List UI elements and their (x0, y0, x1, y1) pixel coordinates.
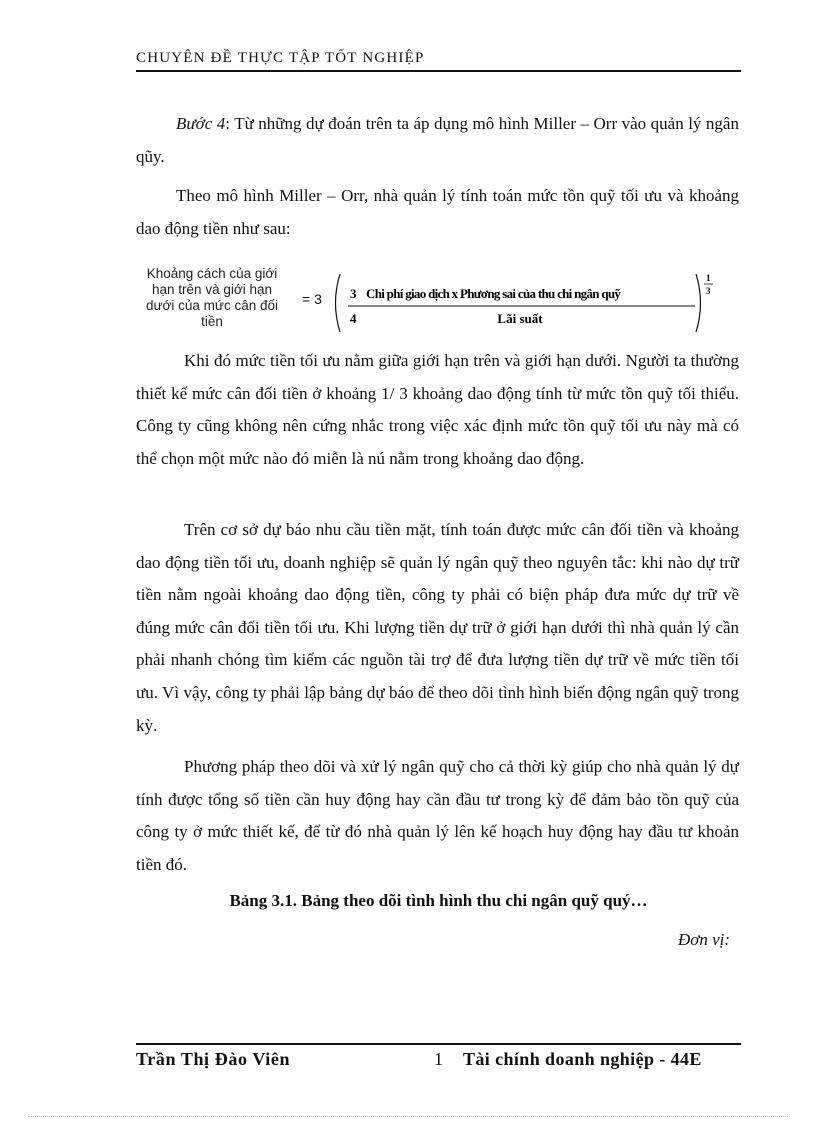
unit-label: Đơn vị: (678, 930, 731, 949)
coefficient-denominator: 4 (350, 311, 357, 326)
paragraph-fund-management (136, 514, 739, 742)
page-bottom-border (28, 1116, 788, 1117)
left-bracket (336, 274, 341, 332)
paragraph-text: Theo mô hình Miller – Orr, nhà quản lý tính toán mức tồn quỹ tối ưu và khoảng dao động tiền như sau: (136, 186, 739, 238)
footer-rule (136, 1043, 741, 1045)
header-title: CHUYÊN ĐỀ THỰC TẬP TỐT NGHIỆP (136, 50, 425, 66)
right-bracket (696, 274, 701, 332)
paragraph-miller-orr (136, 180, 739, 245)
paragraph-text: Khi đó mức tiền tối ưu nằm giữa giới hạn trên và giới hạn dưới. Người ta thường thiết kế mức cân đối tiền ở khoảng 1/ 3 khoảng dao động tính từ mức tồn quỹ tối thiểu. Công ty cũng không nên cứng nhắc trong việc xác định mức tồn quỹ tối ưu này mà có thể chọn một mức nào đó miễn là nú nằm trong khoảng dao động. (136, 351, 739, 468)
formula-denominator: Lãi suất (497, 311, 543, 326)
exponent-numerator: 1 (706, 273, 711, 283)
paragraph-step-4 (136, 108, 739, 173)
paragraph-text: Trên cơ sở dự báo nhu cầu tiền mặt, tính toán được mức cân đối tiền và khoảng dao động tiền tối ưu, doanh nghiệp sẽ quản lý ngân quỹ theo nguyên tắc: khi nào dự trữ tiền nằm ngoài khoảng dao động tiền, công ty phải có biện pháp đưa mức dự trữ về đúng mức cân đối tiền tối ưu. Khi lượng tiền dự trữ ở giới hạn dưới thì nhà quản lý cần phải nhanh chóng tìm kiếm các nguồn tài trợ để đưa lượng tiền dự trữ về mức tiền tối ưu. Vì vậy, công ty phải lập bảng dự báo để theo dõi tình hình biến động ngân quỹ trong kỳ. (136, 520, 739, 735)
formula-numerator: Chi phí giao dịch x Phương sai của thu chi ngân quỹ (366, 286, 621, 301)
footer-department: Tài chính doanh nghiệp - 44E (463, 1049, 702, 1069)
paragraph-tracking-method (136, 751, 739, 881)
table-caption: Bảng 3.1. Bảng theo dõi tình hình thu chi ngân quỹ quý… (229, 891, 648, 910)
formula-lhs: Khoảng cách của giới hạn trên và giới hạn dưới của mức cân đối tiền (146, 266, 278, 329)
step-text: : Từ những dự đoán trên ta áp dụng mô hình Miller – Orr vào quản lý ngân qũy. (136, 114, 739, 166)
exponent-denominator: 3 (706, 286, 711, 296)
paragraph-text: Phương pháp theo dõi và xử lý ngân quỹ cho cả thời kỳ giúp cho nhà quản lý dự tính được tổng số tiền cần huy động hay cần đầu tư trong kỳ để đảm bảo tồn quỹ của công ty ở mức thiết kế, để từ đó nhà quản lý lên kế hoạch huy động hay đầu tư khoản tiền đó. (136, 757, 739, 874)
header-rule (136, 70, 741, 72)
paragraph-optimal-level (136, 345, 739, 475)
formula-equals: = 3 (302, 291, 322, 307)
coefficient-numerator: 3 (350, 286, 357, 301)
formula-expression (330, 266, 730, 340)
footer-author: Trần Thị Đào Viên (136, 1049, 291, 1069)
page-number: 1 (434, 1049, 443, 1069)
step-label: Bước 4 (176, 114, 226, 133)
